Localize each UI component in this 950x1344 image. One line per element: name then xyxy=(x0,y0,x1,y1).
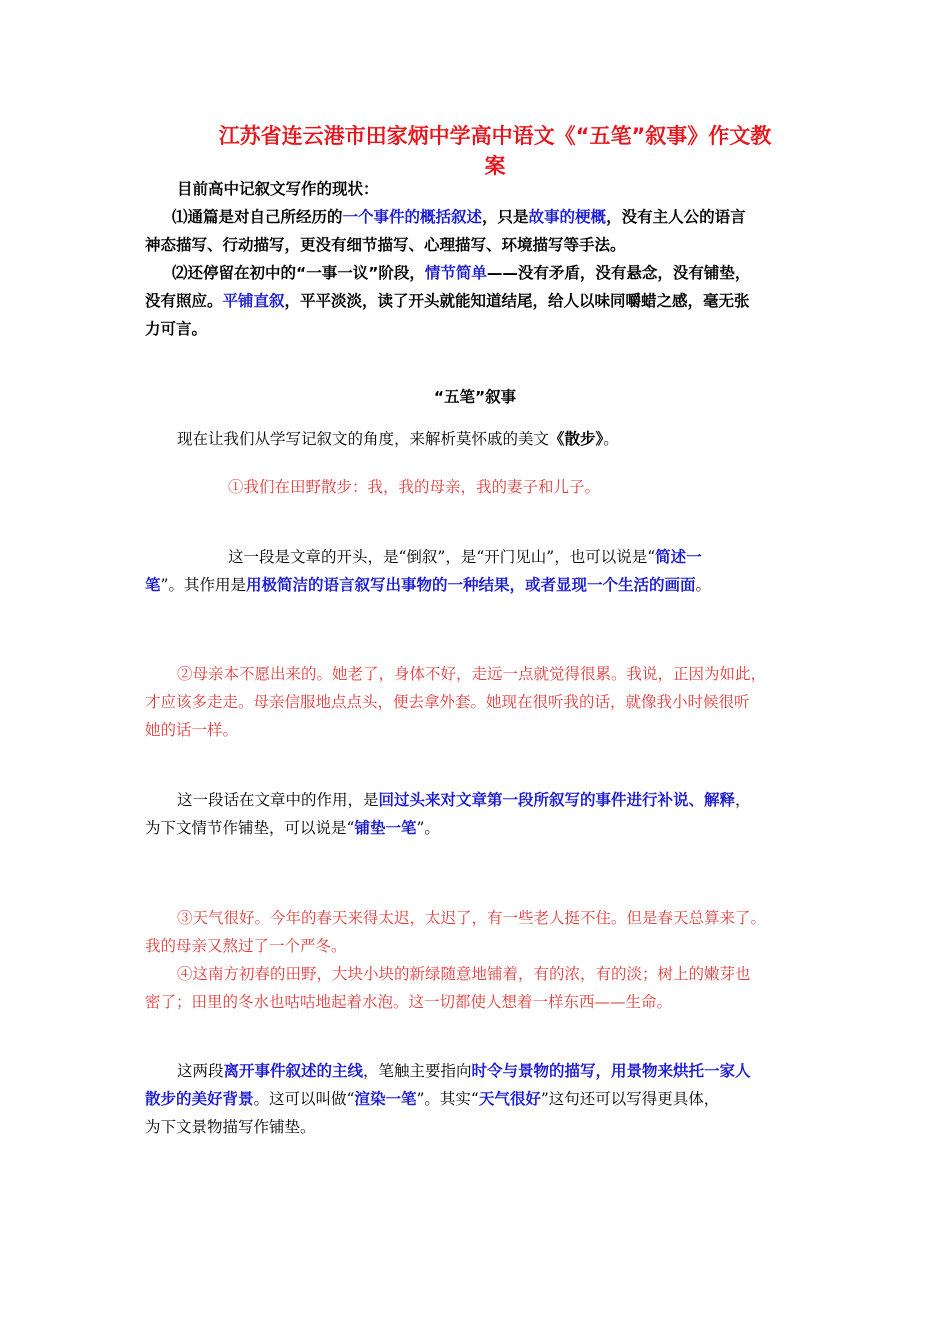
highlight-text: 渲染一笔 xyxy=(354,1090,417,1108)
quote-2-line-2: 才应该多走走。母亲信服地点点头，便去拿外套。她现在很听我的话，就像我小时候很听 xyxy=(145,693,750,711)
analysis-2-line-1 xyxy=(177,786,751,815)
text-run: 。这可以叫做“ xyxy=(253,1090,355,1108)
text-run: 为下文情节作铺垫，可以说是“ xyxy=(145,819,355,837)
text-run: 。 xyxy=(695,576,711,594)
analysis-1-line-1 xyxy=(228,543,702,572)
text-run: ⑵还停留在初中的“一事一议”阶段， xyxy=(172,264,425,282)
highlight-text: 散步的美好背景 xyxy=(145,1090,254,1108)
section-intro xyxy=(177,425,619,454)
text-run: ”这句还可以写得更具体， xyxy=(540,1090,720,1108)
text-run: ，只是 xyxy=(482,208,529,226)
text-run: 现在让我们从学写记叙文的角度，来解析莫怀戚的美文 xyxy=(177,430,550,448)
analysis-2-line-2 xyxy=(145,814,440,843)
text-run: ，笔触主要指向 xyxy=(363,1062,472,1080)
quote-2-line-3: 她的话一样。 xyxy=(145,721,239,739)
text-run: ⑴通篇是对自己所经历的 xyxy=(172,208,343,226)
status-point-2-line-1 xyxy=(172,259,750,288)
quote-3-line-1: ③天气很好。今年的春天来得太迟，太迟了，有一些老人挺不住。但是春天总算来了。 xyxy=(177,909,767,927)
highlight-text: 故事的梗概 xyxy=(528,208,607,226)
highlight-text: 离开事件叙述的主线 xyxy=(223,1062,364,1080)
analysis-3-line-1 xyxy=(177,1057,751,1086)
highlight-text: 笔 xyxy=(145,576,161,594)
highlight-text: 用极简洁的语言叙写出事物的一种结果，或者显现一个生活的画面 xyxy=(245,576,696,594)
highlight-text: 回过头来对文章第一段所叙写的事件进行补说、解释 xyxy=(378,791,736,809)
analysis-1-line-2 xyxy=(145,571,711,600)
status-point-1-line-1 xyxy=(172,203,746,232)
document-title-line-2: 案 xyxy=(484,154,506,178)
text-run: ”。其实“ xyxy=(416,1090,479,1108)
highlight-text: 铺垫一笔 xyxy=(354,819,417,837)
quote-4-line-1: ④这南方初春的田野，大块小块的新绿随意地铺着，有的浓，有的淡；树上的嫩芽也 xyxy=(177,965,751,983)
text-run: ”。 xyxy=(416,819,440,837)
text-run: ”。其作用是 xyxy=(160,576,246,594)
text-run: 这一段是文章的开头，是“倒叙”，是“开门见山”，也可以说是“ xyxy=(228,548,656,566)
quote-3-line-2: 我的母亲又熬过了一个严冬。 xyxy=(145,937,347,955)
highlight-text: 一个事件的概括叙述 xyxy=(342,208,483,226)
text-run: 这一段话在文章中的作用，是 xyxy=(177,791,379,809)
text-run: 。 xyxy=(603,430,619,448)
status-point-1-line-2: 神态描写、行动描写，更没有细节描写、心理描写、环境描写等手法。 xyxy=(145,236,626,254)
status-point-2-line-2 xyxy=(145,287,750,316)
quote-1: ①我们在田野散步：我，我的母亲，我的妻子和儿子。 xyxy=(228,478,601,496)
highlight-text: 平铺直叙 xyxy=(222,292,285,310)
text-run: ， xyxy=(735,791,751,809)
text-run: ，平平淡淡，读了开头就能知道结尾，给人以味同嚼蜡之感，毫无张 xyxy=(284,292,750,310)
text-run: 这两段 xyxy=(177,1062,224,1080)
quote-2-line-1: ②母亲本不愿出来的。她老了，身体不好，走远一点就觉得很累。我说，正因为如此， xyxy=(177,665,767,683)
highlight-text: 简述一 xyxy=(655,548,702,566)
section-heading: “五笔”叙事 xyxy=(433,388,517,406)
quote-4-line-2: 密了；田里的冬水也咕咕地起着水泡。这一切都使人想着一样东西——生命。 xyxy=(145,993,673,1011)
status-point-2-line-3: 力可言。 xyxy=(145,320,208,338)
status-heading: 目前高中记叙文写作的现状： xyxy=(177,180,379,198)
highlight-text: 情节简单 xyxy=(424,264,487,282)
highlight-text: 时令与景物的描写，用景物来烘托一家人 xyxy=(471,1062,751,1080)
text-run: ，没有主人公的语言 xyxy=(606,208,746,226)
analysis-3-line-3: 为下文景物描写作铺垫。 xyxy=(145,1118,316,1136)
text-run: 没有照应。 xyxy=(145,292,223,310)
analysis-3-line-2 xyxy=(145,1085,719,1114)
book-title: 《散步》 xyxy=(549,430,604,448)
document-title-line-1: 江苏省连云港市田家炳中学高中语文《“五笔”叙事》作文教 xyxy=(218,124,772,148)
highlight-text: 天气很好 xyxy=(478,1090,541,1108)
text-run: ——没有矛盾，没有悬念，没有铺垫， xyxy=(486,264,751,282)
